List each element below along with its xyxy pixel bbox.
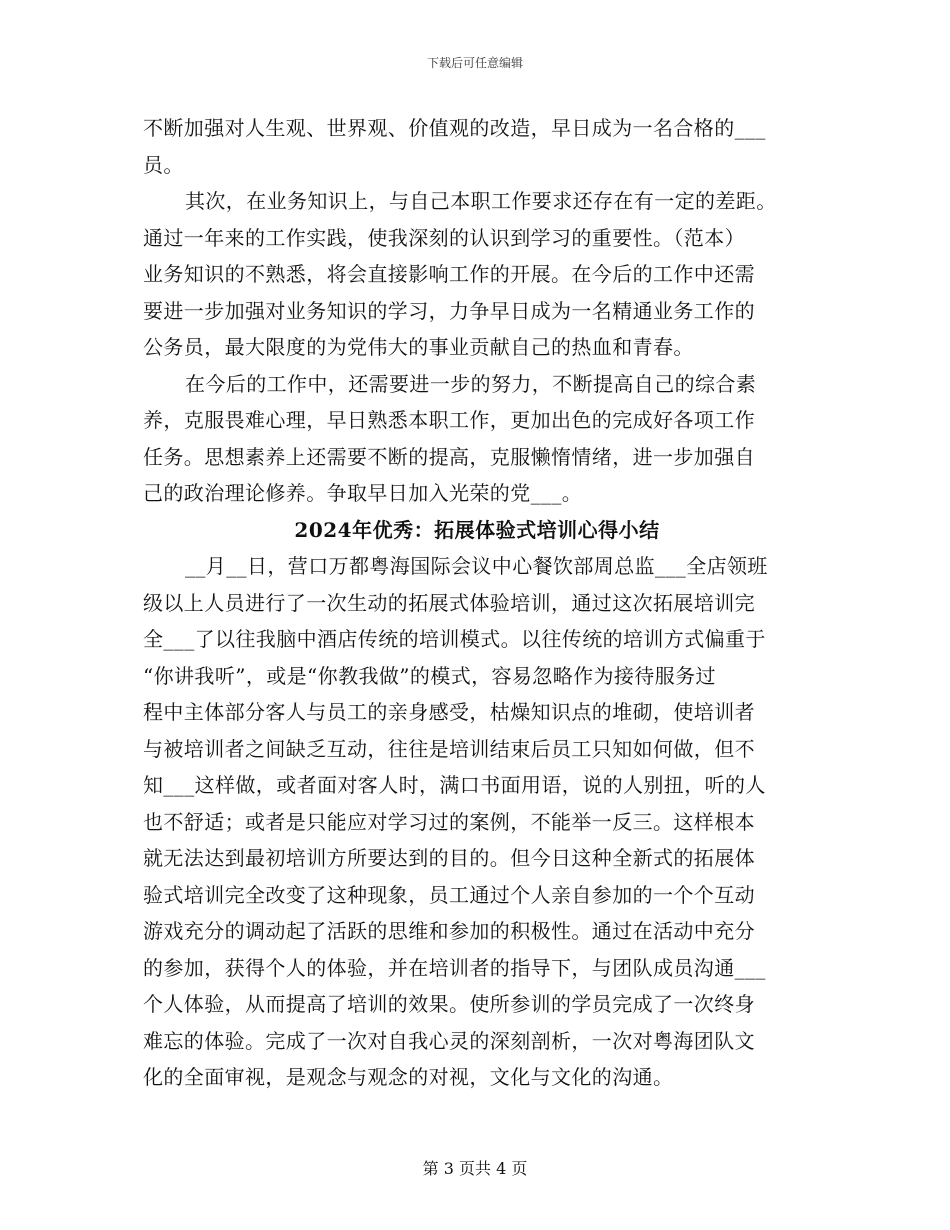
text-line: __月__日，营口万都粤海国际会议中心餐饮部周总监___全店领班 <box>185 554 768 578</box>
text-line: 也不舒适；或者是只能应对学习过的案例，不能举一反三。这样根本 <box>143 809 755 834</box>
text-line: 验式培训完全改变了这种现象，员工通过个人亲自参加的一个个互动 <box>143 882 755 907</box>
text-line: 公务员，最大限度的为党伟大的事业贡献自己的热血和青春。 <box>143 335 694 359</box>
page-footer-pagination: 第 3 页共 4 页 <box>422 1159 528 1178</box>
text-line: 要进一步加强对业务知识的学习，力争早日成为一名精通业务工作的 <box>143 298 755 323</box>
section-title: 2024年优秀：拓展体验式培训心得小结 <box>294 517 660 542</box>
text-line: 难忘的体验。完成了一次对自我心灵的深刻剖析，一次对粤海团队文 <box>143 1028 755 1053</box>
text-line: 养，克服畏难心理，早日熟悉本职工作，更加出色的完成好各项工作 <box>143 408 755 432</box>
text-line: 级以上人员进行了一次生动的拓展式体验培训，通过这次拓展培训完 <box>143 590 755 615</box>
text-line: 全___了以往我脑中酒店传统的培训模式。以往传统的培训方式偏重于 <box>143 627 766 651</box>
page-header: 下载后可任意编辑 <box>426 56 523 70</box>
text-line: 业务知识的不熟悉，将会直接影响工作的开展。在今后的工作中还需 <box>143 262 755 286</box>
text-line: 任务。思想素养上还需要不断的提高，克服懒惰情绪，进一步加强自 <box>143 444 755 469</box>
text-line: 知___这样做，或者面对客人时，满口书面用语，说的人别扭，听的人 <box>143 773 766 797</box>
text-line: 与被培训者之间缺乏互动，往往是培训结束后员工只知如何做，但不 <box>143 736 755 761</box>
text-line: 化的全面审视，是观念与观念的对视，文化与文化的沟通。 <box>143 1065 674 1089</box>
text-line: 游戏充分的调动起了活跃的思维和参加的积极性。通过在活动中充分 <box>143 919 755 943</box>
text-line: 在今后的工作中，还需要进一步的努力，不断提高自己的综合素 <box>185 371 757 396</box>
text-line: 己的政治理论修养。争取早日加入光荣的党___。 <box>143 481 583 505</box>
text-line: 不断加强对人生观、世界观、价值观的改造，早日成为一名合格的___ <box>143 116 766 140</box>
text-line: 其次，在业务知识上，与自己本职工作要求还存在有一定的差距。 <box>185 189 777 213</box>
text-line: 员。 <box>143 152 184 177</box>
document-body <box>143 110 811 1096</box>
text-line: 的参加，获得个人的体验，并在培训者的指导下，与团队成员沟通___ <box>143 955 766 980</box>
text-line: “你讲我听”，或是“你教我做”的模式，容易忽略作为接待服务过 <box>143 663 716 688</box>
text-line: 程中主体部分客人与员工的亲身感受，枯燥知识点的堆砌，使培训者 <box>143 700 755 724</box>
text-line: 通过一年来的工作实践，使我深刻的认识到学习的重要性。（范本） <box>143 225 745 250</box>
text-line: 个人体验，从而提高了培训的效果。使所参训的学员完成了一次终身 <box>143 992 755 1016</box>
text-line: 就无法达到最初培训方所要达到的目的。但今日这种全新式的拓展体 <box>143 846 755 870</box>
